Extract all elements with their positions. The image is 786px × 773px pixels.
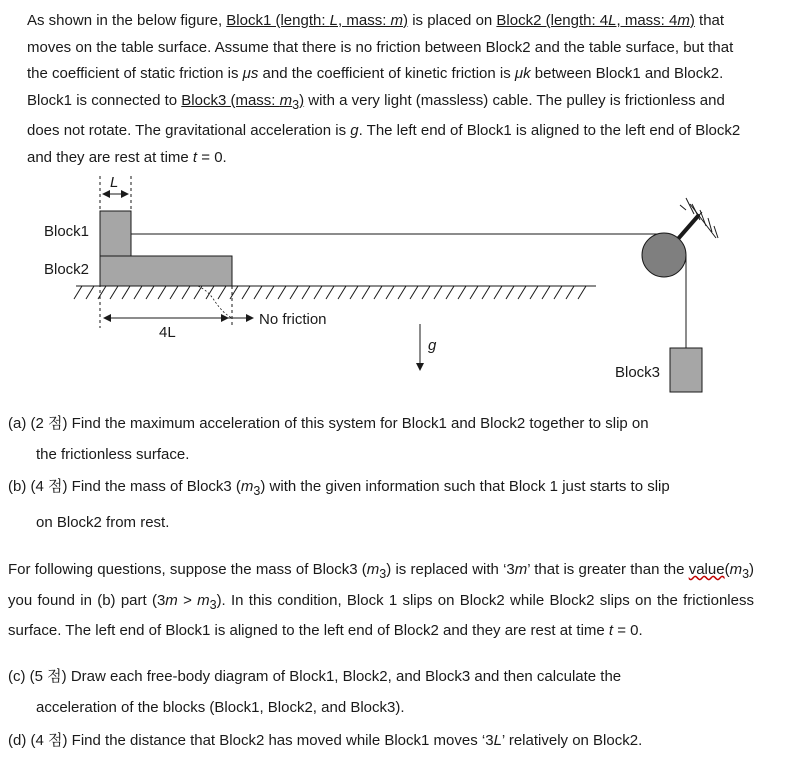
block3-definition: Block3 (mass: $m_3$) (181, 91, 305, 112)
no-friction-leader (198, 286, 232, 318)
block1-definition: Block1 (length: L, mass: m) (226, 12, 409, 29)
block2-label: Block2 (44, 261, 90, 278)
block2-definition: Block2 (length: 4L, mass: 4m) (496, 12, 695, 29)
block2 (100, 256, 232, 286)
block3-label: Block3 (615, 364, 661, 381)
block3 (670, 348, 702, 392)
pulley (642, 233, 686, 277)
question-c: (c) (5 점) Draw each free-body diagram of Block1, Block2, and Block3 and then calculate the acceleration of the blocks (Block1, Block2, and Block3). (8, 668, 622, 716)
dimension-4L-label: 4L (159, 324, 176, 341)
question-b: (b) (4 점) Find the mass of Block3 $(m_3)$ with the given information such that Block 1 just starts to slip on Block2 from rest. (8, 478, 670, 531)
value-misspell-marker: value (688, 561, 725, 578)
question-a: (a) (2 점) Find the maximum acceleration of this system for Block1 and Block2 together to slip on the frictionless surface. (8, 415, 649, 463)
condition-paragraph: For following questions, suppose the mass of Block3 $(m_3)$ is replaced with ‘3m’ that is greater than the $value(m_3)$ you found in (b) part $(3m > m_3)$. In this condition, Block 1 slips on Block2 while Block2 slips on the frictionless surface. The left end of Block1 is aligned to the left end of Block2 and they are rest at time t = 0. (8, 561, 755, 639)
block1 (100, 211, 131, 256)
dimension-L-label: L (110, 174, 119, 191)
no-friction-label: No friction (259, 311, 327, 328)
block1-label: Block1 (44, 223, 90, 240)
gravity-label: g (428, 337, 437, 354)
table-surface (74, 286, 596, 299)
physics-diagram (0, 168, 786, 398)
problem-intro: As shown in the below figure, Block1 (length: L, mass: m) is placed on Block2 (length: 4L, mass: 4m) that moves on the table surface. Assume that there is no friction between Block2 and the table surface, but that the coefficient of static friction is μs and the coefficient of kinetic friction is μk between Block1 and Block2. Block1 is connected to Block3 (mass: $m_3$) with a very light (massless) cable. The pulley is frictionless and does not rotate. The gravitational acceleration is g. The left end of Block1 is aligned to the left end of Block2 and they are rest at time t = 0. (27, 12, 741, 166)
question-d: (d) (4 점) Find the distance that Block2 has moved while Block1 moves ‘3L’ relatively on Block2. (8, 732, 643, 749)
